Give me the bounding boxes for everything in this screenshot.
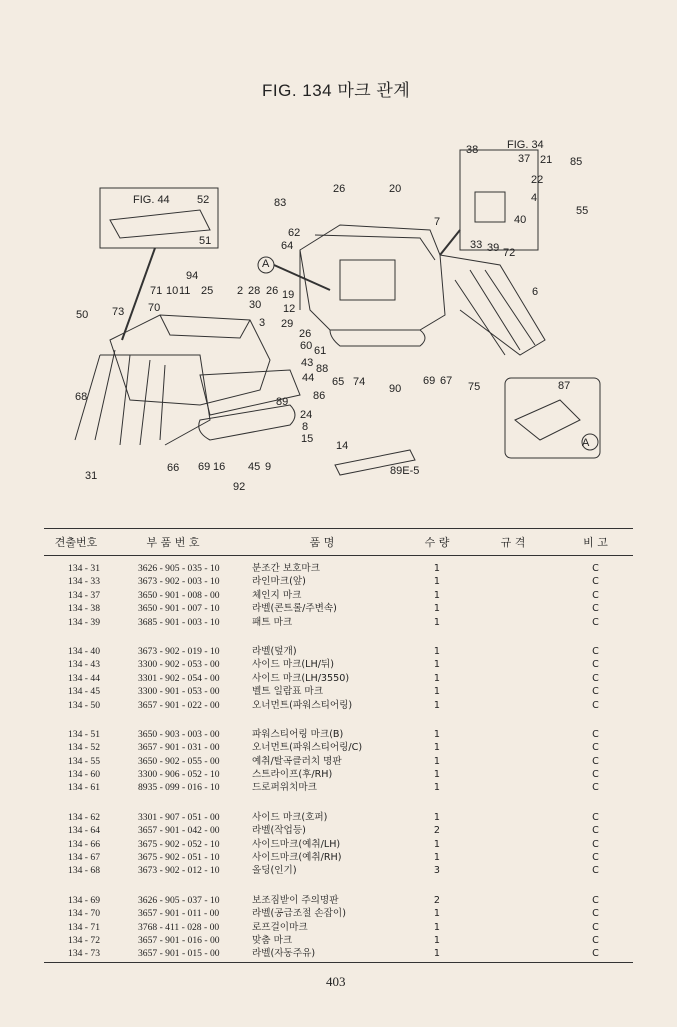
table-row	[44, 768, 633, 781]
callout-label: 44	[302, 372, 315, 384]
cell-part-name: 벨트 일람표 마크	[252, 686, 323, 698]
cell-remarks: C	[592, 616, 599, 628]
cell-number: 134 - 72	[68, 934, 100, 946]
cell-part-name: 라인마크(앞)	[252, 576, 306, 588]
callout-label: 40	[514, 214, 527, 226]
cell-spec	[468, 616, 558, 629]
callout-label: 89	[276, 396, 289, 408]
cell-quantity: 1	[433, 589, 440, 601]
callout-label: 70	[148, 302, 161, 314]
callout-label: 51	[199, 235, 212, 247]
table-row	[44, 741, 633, 754]
callout-label: 26	[266, 285, 279, 297]
callout-label: 37	[518, 153, 531, 165]
cell-remarks: C	[592, 728, 599, 740]
cell-quantity: 1	[433, 645, 440, 657]
callout-label: 90	[389, 383, 402, 395]
header-remarks: 비 고	[583, 536, 608, 549]
callout-label: 74	[353, 376, 366, 388]
parts-diagram	[0, 120, 677, 500]
callout-label: 60	[300, 340, 313, 352]
cell-remarks: C	[592, 769, 599, 781]
callout-label: 33	[470, 239, 483, 251]
table-row	[44, 645, 633, 658]
cell-part-name: 체인지 마크	[252, 589, 302, 601]
callout-label: 45	[248, 461, 261, 473]
cell-part-number: 3675 - 902 - 051 - 10	[138, 852, 220, 864]
cell-part-name: 사이드 마크(LH/3550)	[252, 672, 350, 684]
cell-part-name: 라벨(콘트롤/주변속)	[252, 603, 337, 615]
callout-label: 2	[237, 285, 244, 297]
table-row	[44, 685, 633, 698]
table-row	[44, 699, 633, 712]
callout-label: A	[262, 258, 270, 270]
cell-spec	[468, 864, 558, 877]
table-body	[44, 562, 633, 961]
cell-remarks: C	[592, 563, 599, 574]
callout-label: FIG. 44	[133, 194, 170, 206]
callout-label: 66	[167, 462, 180, 474]
cell-remarks: C	[592, 742, 599, 754]
callout-label: 69	[423, 375, 436, 387]
callout-label: 28	[248, 285, 261, 297]
cell-part-number: 3300 - 906 - 052 - 10	[138, 769, 220, 781]
cell-part-name: 보조짐받이 주의명판	[252, 894, 339, 906]
table-row	[44, 589, 633, 602]
cell-part-number: 3300 - 902 - 053 - 00	[138, 659, 220, 671]
callout-label: 83	[274, 197, 287, 209]
cell-part-name: 드로퍼위치마크	[252, 782, 317, 794]
row-group	[44, 728, 633, 795]
cell-spec	[468, 838, 558, 851]
cell-spec	[468, 811, 558, 824]
cell-quantity: 1	[433, 934, 440, 946]
cell-remarks: C	[592, 659, 599, 671]
cell-remarks: C	[592, 672, 599, 684]
cell-quantity: 2	[433, 894, 440, 906]
table-row	[44, 616, 633, 629]
cell-number: 134 - 55	[68, 755, 100, 767]
cell-quantity: 1	[433, 921, 440, 933]
callout-label: 26	[299, 328, 312, 340]
cell-quantity: 1	[433, 782, 440, 794]
header-quantity: 수 량	[424, 536, 450, 549]
callout-label: 7	[434, 216, 441, 228]
cell-number: 134 - 60	[68, 769, 100, 781]
cell-remarks: C	[592, 699, 599, 711]
cell-number: 134 - 68	[68, 865, 100, 877]
callout-label: 50	[76, 309, 89, 321]
cell-part-name: 라벨(덮개)	[252, 645, 297, 657]
callout-label: 89E-5	[390, 465, 420, 477]
cell-spec	[468, 645, 558, 658]
callout-label: 9	[265, 461, 272, 473]
cell-part-number: 3768 - 411 - 028 - 00	[138, 921, 220, 933]
callout-label: 8	[302, 421, 309, 433]
table-row	[44, 602, 633, 615]
cell-part-name: 스트라이프(후/RH)	[252, 769, 333, 781]
cell-part-number: 3650 - 901 - 008 - 00	[138, 589, 220, 601]
cell-part-name: 사이드 마크(LH/뒤)	[252, 659, 334, 671]
callout-label: 12	[283, 303, 296, 315]
callout-label: 43	[301, 357, 314, 369]
cell-part-name: 사이드마크(예취/RH)	[252, 852, 342, 864]
cell-quantity: 1	[433, 672, 440, 684]
cell-number: 134 - 43	[68, 659, 100, 671]
callout-label: 14	[336, 440, 349, 452]
callout-label: 92	[233, 481, 246, 493]
callout-label: 38	[466, 144, 479, 156]
cell-part-number: 3675 - 902 - 052 - 10	[138, 838, 220, 850]
callout-label: 65	[332, 376, 345, 388]
cell-part-number: 3301 - 907 - 051 - 00	[138, 811, 220, 823]
cell-part-name: 사이드 마크(호퍼)	[252, 811, 328, 823]
table-row	[44, 838, 633, 851]
callout-label: 87	[558, 380, 571, 392]
cell-part-number: 3673 - 902 - 003 - 10	[138, 576, 220, 588]
cell-part-number: 3657 - 901 - 042 - 00	[138, 825, 220, 837]
cell-remarks: C	[592, 645, 599, 657]
header-part-number: 부 품 번 호	[146, 536, 200, 549]
table-row	[44, 672, 633, 685]
callout-label: 85	[570, 156, 583, 168]
cell-part-name: 사이드마크(예취/LH)	[252, 838, 341, 850]
cell-part-number: 3657 - 901 - 031 - 00	[138, 742, 220, 754]
callout-label: 10	[166, 285, 179, 297]
cell-quantity: 1	[433, 948, 440, 960]
cell-remarks: C	[592, 921, 599, 933]
cell-number: 134 - 51	[68, 728, 100, 740]
callout-label: 68	[75, 391, 88, 403]
cell-spec	[468, 699, 558, 712]
cell-number: 134 - 64	[68, 825, 100, 837]
cell-spec	[468, 575, 558, 588]
cell-part-name: 라벨(공급조절 손잡이)	[252, 908, 346, 920]
callout-label: 86	[313, 390, 326, 402]
header-part-name: 품 명	[309, 536, 335, 549]
cell-spec	[468, 741, 558, 754]
callout-label: 3	[259, 317, 266, 329]
callout-label: 52	[197, 194, 210, 206]
cell-spec	[468, 672, 558, 685]
cell-spec	[468, 781, 558, 794]
cell-quantity: 1	[433, 563, 440, 574]
table-row	[44, 811, 633, 824]
callout-label: 67	[440, 375, 453, 387]
cell-number: 134 - 31	[68, 563, 100, 574]
cell-part-number: 3626 - 905 - 035 - 10	[138, 563, 220, 574]
cell-remarks: C	[592, 811, 599, 823]
callout-label: 11	[179, 285, 191, 297]
cell-remarks: C	[592, 589, 599, 601]
cell-remarks: C	[592, 934, 599, 946]
cell-number: 134 - 71	[68, 921, 100, 933]
callout-label: 15	[301, 433, 314, 445]
cell-quantity: 1	[433, 755, 440, 767]
cell-remarks: C	[592, 782, 599, 794]
cell-quantity: 2	[433, 825, 440, 837]
table-row	[44, 894, 633, 907]
cell-number: 134 - 66	[68, 838, 100, 850]
cell-part-name: 맞춤 마크	[252, 934, 293, 946]
cell-part-name: 로프걸이마크	[252, 921, 308, 933]
cell-part-number: 3300 - 901 - 053 - 00	[138, 686, 220, 698]
cell-number: 134 - 67	[68, 852, 100, 864]
table-bottom-rule	[44, 962, 633, 963]
table-row	[44, 921, 633, 934]
callout-label: 29	[281, 318, 294, 330]
table-row	[44, 781, 633, 794]
cell-spec	[468, 728, 558, 741]
callout-label: 69	[198, 461, 211, 473]
cell-number: 134 - 61	[68, 782, 100, 794]
callout-label: A	[582, 437, 590, 449]
cell-number: 134 - 62	[68, 811, 100, 823]
cell-part-name: 라벨(자동주유)	[252, 948, 316, 960]
cell-remarks: C	[592, 825, 599, 837]
cell-part-name: 분조간 보호마크	[252, 563, 320, 574]
cell-spec	[468, 921, 558, 934]
callout-label: 55	[576, 205, 589, 217]
cell-quantity: 3	[433, 865, 440, 877]
table-row	[44, 755, 633, 768]
callout-label: FIG. 34	[507, 139, 544, 151]
cell-remarks: C	[592, 603, 599, 615]
row-group	[44, 645, 633, 712]
table-row	[44, 947, 633, 960]
cell-spec	[468, 768, 558, 781]
cell-part-number: 3657 - 901 - 011 - 00	[138, 908, 220, 920]
callout-label: 39	[487, 242, 500, 254]
cell-part-number: 8935 - 099 - 016 - 10	[138, 782, 220, 794]
callout-label: 4	[531, 192, 538, 204]
cell-remarks: C	[592, 838, 599, 850]
cell-part-number: 3685 - 901 - 003 - 10	[138, 616, 220, 628]
cell-spec	[468, 907, 558, 920]
callout-label: 72	[503, 247, 516, 259]
table-row	[44, 824, 633, 837]
callout-label: 30	[249, 299, 262, 311]
callout-label: 24	[300, 409, 313, 421]
cell-remarks: C	[592, 686, 599, 698]
cell-part-number: 3657 - 901 - 022 - 00	[138, 699, 220, 711]
callout-label: 75	[468, 381, 481, 393]
callout-label: 20	[389, 183, 402, 195]
cell-remarks: C	[592, 576, 599, 588]
cell-remarks: C	[592, 852, 599, 864]
cell-number: 134 - 50	[68, 699, 100, 711]
cell-part-number: 3650 - 901 - 007 - 10	[138, 603, 220, 615]
table-row	[44, 658, 633, 671]
cell-spec	[468, 685, 558, 698]
parts-table	[44, 528, 633, 961]
callout-label: 73	[112, 306, 125, 318]
cell-quantity: 1	[433, 838, 440, 850]
callout-label: 19	[282, 289, 295, 301]
callout-label: 6	[532, 286, 539, 298]
cell-quantity: 1	[433, 616, 440, 628]
cell-quantity: 1	[433, 742, 440, 754]
cell-number: 134 - 33	[68, 576, 100, 588]
cell-part-number: 3626 - 905 - 037 - 10	[138, 894, 220, 906]
cell-spec	[468, 562, 558, 575]
cell-remarks: C	[592, 948, 599, 960]
row-group	[44, 811, 633, 878]
cell-part-name: 파워스티어링 마크(B)	[252, 728, 344, 740]
cell-part-number: 3657 - 901 - 015 - 00	[138, 948, 220, 960]
table-row	[44, 562, 633, 575]
cell-remarks: C	[592, 894, 599, 906]
cell-spec	[468, 934, 558, 947]
cell-part-name: 오너먼트(파워스티어링)	[252, 699, 353, 711]
table-row	[44, 575, 633, 588]
cell-quantity: 1	[433, 699, 440, 711]
header-spec: 규 격	[500, 536, 526, 549]
cell-number: 134 - 38	[68, 603, 100, 615]
cell-number: 134 - 73	[68, 948, 100, 960]
cell-spec	[468, 658, 558, 671]
cell-part-name: 올딩(인기)	[252, 865, 297, 877]
callout-label: 88	[316, 363, 329, 375]
callout-label: 71	[150, 285, 163, 297]
cell-quantity: 1	[433, 728, 440, 740]
cell-quantity: 1	[433, 603, 440, 615]
cell-number: 134 - 70	[68, 908, 100, 920]
cell-part-number: 3650 - 902 - 055 - 00	[138, 755, 220, 767]
cell-quantity: 1	[433, 811, 440, 823]
cell-spec	[468, 755, 558, 768]
page-number: 403	[326, 974, 346, 989]
callout-label: 62	[288, 227, 301, 239]
callout-label: 22	[531, 174, 544, 186]
header-number: 견출번호	[54, 536, 98, 549]
cell-part-number: 3650 - 903 - 003 - 00	[138, 728, 220, 740]
cell-number: 134 - 52	[68, 742, 100, 754]
table-row	[44, 907, 633, 920]
callout-label: 64	[281, 240, 294, 252]
cell-remarks: C	[592, 908, 599, 920]
table-row	[44, 864, 633, 877]
cell-number: 134 - 45	[68, 686, 100, 698]
cell-part-number: 3673 - 902 - 012 - 10	[138, 865, 220, 877]
cell-spec	[468, 589, 558, 602]
cell-quantity: 1	[433, 576, 440, 588]
callout-label: 21	[540, 154, 553, 166]
cell-remarks: C	[592, 865, 599, 877]
cell-part-number: 3673 - 902 - 019 - 10	[138, 645, 220, 657]
cell-remarks: C	[592, 755, 599, 767]
figure-title: FIG. 134 마크 관계	[262, 81, 411, 100]
callout-label: 26	[333, 183, 346, 195]
cell-spec	[468, 602, 558, 615]
cell-spec	[468, 947, 558, 960]
cell-spec	[468, 851, 558, 864]
cell-number: 134 - 69	[68, 894, 100, 906]
cell-quantity: 1	[433, 769, 440, 781]
callout-label: 31	[85, 470, 98, 482]
cell-part-name: 패트 마크	[252, 616, 293, 628]
cell-part-name: 라벨(작업등)	[252, 825, 306, 837]
table-row	[44, 728, 633, 741]
cell-quantity: 1	[433, 659, 440, 671]
cell-part-name: 예취/탈곡클러치 명판	[252, 755, 342, 767]
row-group	[44, 562, 633, 629]
cell-spec	[468, 824, 558, 837]
cell-number: 134 - 37	[68, 589, 100, 601]
row-group	[44, 894, 633, 961]
cell-spec	[468, 894, 558, 907]
cell-number: 134 - 40	[68, 645, 100, 657]
cell-part-number: 3301 - 902 - 054 - 00	[138, 672, 220, 684]
cell-quantity: 1	[433, 852, 440, 864]
cell-quantity: 1	[433, 908, 440, 920]
table-row	[44, 851, 633, 864]
table-row	[44, 934, 633, 947]
cell-number: 134 - 44	[68, 672, 100, 684]
callout-label: 61	[314, 345, 327, 357]
callout-label: 25	[201, 285, 214, 297]
cell-number: 134 - 39	[68, 616, 100, 628]
cell-part-name: 오너먼트(파워스티어링/C)	[252, 742, 363, 754]
table-header	[44, 528, 633, 556]
callout-label: 94	[186, 270, 199, 282]
callout-label: 16	[213, 461, 226, 473]
cell-part-number: 3657 - 901 - 016 - 00	[138, 934, 220, 946]
cell-quantity: 1	[433, 686, 440, 698]
